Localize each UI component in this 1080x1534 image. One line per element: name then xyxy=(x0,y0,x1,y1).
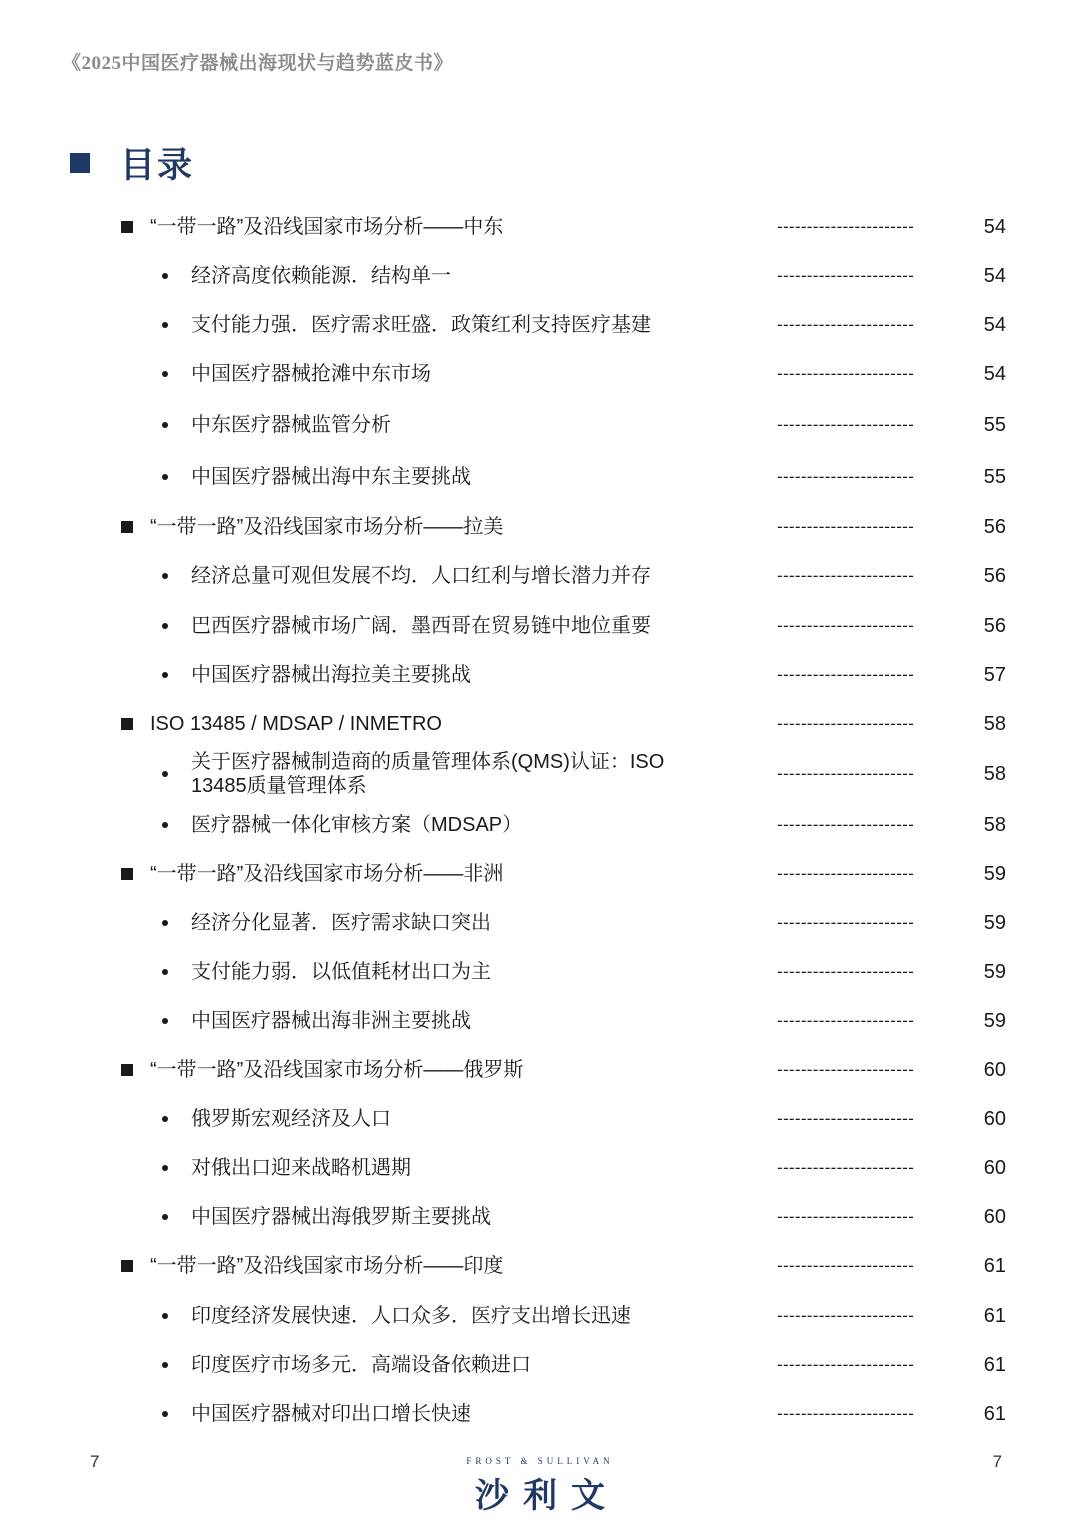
toc-subsection[interactable] xyxy=(0,310,1080,340)
toc-entry-title: 经济总量可观但发展不均．人口红利与增长潜力并存 xyxy=(191,565,651,587)
toc-section[interactable] xyxy=(0,512,1080,542)
page-number-right: 7 xyxy=(992,1452,1002,1471)
logo-english: FROST & SULLIVAN xyxy=(466,1456,614,1466)
toc-subsection[interactable] xyxy=(0,359,1080,389)
dot-leader: ----------------------- xyxy=(777,517,915,536)
toc-page-number: 61 xyxy=(983,1402,1006,1425)
toc-entry-title: ISO 13485 / MDSAP / INMETRO xyxy=(150,713,442,735)
toc-subsection[interactable] xyxy=(0,261,1080,291)
logo-chinese: 沙利文 xyxy=(475,1476,619,1516)
toc-section[interactable] xyxy=(0,212,1080,242)
toc-entry-title: 中国医疗器械对印出口增长快速 xyxy=(191,1403,471,1425)
toc-entry-title: 中国医疗器械抢滩中东市场 xyxy=(191,363,431,385)
dot-bullet-icon xyxy=(162,422,168,428)
toc-page-number: 54 xyxy=(983,215,1006,238)
dot-bullet-icon xyxy=(162,1165,168,1171)
dot-leader: ----------------------- xyxy=(777,1256,915,1275)
toc-subsection[interactable] xyxy=(0,957,1080,987)
toc-page-number: 54 xyxy=(983,264,1006,287)
dot-bullet-icon xyxy=(162,1116,168,1122)
dot-leader: ----------------------- xyxy=(777,1060,915,1079)
toc-subsection[interactable] xyxy=(0,748,1080,800)
dot-leader: ----------------------- xyxy=(777,962,915,981)
dot-bullet-icon xyxy=(162,1313,168,1319)
dot-leader: ----------------------- xyxy=(777,665,915,684)
toc-entry-title: “一带一路”及沿线国家市场分析——拉美 xyxy=(150,516,504,538)
dot-bullet-icon xyxy=(162,822,168,828)
toc-entry-title: 俄罗斯宏观经济及人口 xyxy=(191,1108,391,1130)
dot-leader: ----------------------- xyxy=(777,714,915,733)
square-bullet-icon xyxy=(121,1260,133,1272)
toc-subsection[interactable] xyxy=(0,908,1080,938)
toc-entry-title: 支付能力强．医疗需求旺盛．政策红利支持医疗基建 xyxy=(191,314,651,336)
dot-bullet-icon xyxy=(162,371,168,377)
dot-bullet-icon xyxy=(162,1018,168,1024)
toc-page-number: 55 xyxy=(983,413,1006,436)
toc-entry-title: 医疗器械一体化审核方案（MDSAP） xyxy=(191,814,523,836)
toc-page-number: 60 xyxy=(983,1107,1006,1130)
toc-subsection[interactable] xyxy=(0,1153,1080,1183)
document-title: 《2025中国医疗器械出海现状与趋势蓝皮书》 xyxy=(62,53,454,74)
toc-page-number: 56 xyxy=(983,515,1006,538)
square-bullet-icon xyxy=(121,1064,133,1076)
dot-leader: ----------------------- xyxy=(777,217,915,236)
toc-page-number: 60 xyxy=(983,1058,1006,1081)
toc-subsection[interactable] xyxy=(0,1350,1080,1380)
square-bullet-icon xyxy=(121,718,133,730)
dot-bullet-icon xyxy=(162,474,168,480)
toc-entry-title: 中国医疗器械出海拉美主要挑战 xyxy=(191,664,471,686)
heading-square-icon xyxy=(70,153,90,173)
toc-subsection[interactable] xyxy=(0,410,1080,440)
dot-leader: ----------------------- xyxy=(777,1207,915,1226)
page-number-left: 7 xyxy=(90,1452,100,1471)
dot-leader: ----------------------- xyxy=(777,1306,915,1325)
toc-subsection[interactable] xyxy=(0,1301,1080,1331)
toc-page-number: 60 xyxy=(983,1156,1006,1179)
toc-title: 目录 xyxy=(120,146,195,185)
dot-leader: ----------------------- xyxy=(777,1109,915,1128)
dot-bullet-icon xyxy=(162,1362,168,1368)
toc-page-number: 59 xyxy=(983,1009,1006,1032)
dot-leader: ----------------------- xyxy=(777,1355,915,1374)
toc-entry-title: 对俄出口迎来战略机遇期 xyxy=(191,1157,411,1179)
toc-entry-title: 关于医疗器械制造商的质量管理体系(QMS)认证：ISO 13485质量管理体系 xyxy=(191,751,665,797)
dot-bullet-icon xyxy=(162,273,168,279)
toc-entry-title: 印度经济发展快速．人口众多．医疗支出增长迅速 xyxy=(191,1305,631,1327)
toc-subsection[interactable] xyxy=(0,561,1080,591)
square-bullet-icon xyxy=(121,868,133,880)
dot-leader: ----------------------- xyxy=(777,315,915,334)
toc-entry-title: “一带一路”及沿线国家市场分析——印度 xyxy=(150,1255,504,1277)
toc-entry-title: 中国医疗器械出海俄罗斯主要挑战 xyxy=(191,1206,491,1228)
toc-page-number: 55 xyxy=(983,465,1006,488)
toc-entry-title: “一带一路”及沿线国家市场分析——俄罗斯 xyxy=(150,1059,524,1081)
square-bullet-icon xyxy=(121,221,133,233)
toc-entry-title: “一带一路”及沿线国家市场分析——中东 xyxy=(150,216,504,238)
dot-bullet-icon xyxy=(162,1411,168,1417)
toc-entry-title: 巴西医疗器械市场广阔．墨西哥在贸易链中地位重要 xyxy=(191,615,651,637)
toc-page-number: 54 xyxy=(983,362,1006,385)
toc-section[interactable] xyxy=(0,1055,1080,1085)
toc-entry-title: 经济分化显著．医疗需求缺口突出 xyxy=(191,912,491,934)
dot-leader: ----------------------- xyxy=(777,415,915,434)
dot-leader: ----------------------- xyxy=(777,467,915,486)
toc-page-number: 58 xyxy=(983,762,1006,785)
toc-entry-title: 经济高度依赖能源．结构单一 xyxy=(191,265,451,287)
dot-bullet-icon xyxy=(162,1214,168,1220)
toc-page-number: 57 xyxy=(983,663,1006,686)
dot-leader: ----------------------- xyxy=(777,913,915,932)
square-bullet-icon xyxy=(121,521,133,533)
toc-entry-title: “一带一路”及沿线国家市场分析——非洲 xyxy=(150,863,504,885)
toc-page-number: 61 xyxy=(983,1254,1006,1277)
toc-entry-title: 中国医疗器械出海中东主要挑战 xyxy=(191,466,471,488)
toc-entry-title: 中国医疗器械出海非洲主要挑战 xyxy=(191,1010,471,1032)
toc-entry-title: 印度医疗市场多元．高端设备依赖进口 xyxy=(191,1354,531,1376)
dot-bullet-icon xyxy=(162,771,168,777)
toc-page-number: 59 xyxy=(983,862,1006,885)
dot-bullet-icon xyxy=(162,969,168,975)
dot-bullet-icon xyxy=(162,920,168,926)
toc-subsection[interactable] xyxy=(0,1399,1080,1429)
dot-leader: ----------------------- xyxy=(777,764,915,783)
toc-subsection[interactable] xyxy=(0,462,1080,492)
dot-bullet-icon xyxy=(162,322,168,328)
dot-leader: ----------------------- xyxy=(777,1011,915,1030)
toc-subsection[interactable] xyxy=(0,611,1080,641)
toc-section[interactable] xyxy=(0,1251,1080,1281)
toc-page-number: 58 xyxy=(983,712,1006,735)
toc-page-number: 59 xyxy=(983,911,1006,934)
dot-leader: ----------------------- xyxy=(777,815,915,834)
toc-page-number: 61 xyxy=(983,1353,1006,1376)
dot-leader: ----------------------- xyxy=(777,616,915,635)
toc-page-number: 59 xyxy=(983,960,1006,983)
toc-heading xyxy=(70,138,194,188)
dot-leader: ----------------------- xyxy=(777,364,915,383)
toc-subsection[interactable] xyxy=(0,1104,1080,1134)
toc-subsection[interactable] xyxy=(0,1006,1080,1036)
toc-entry-title: 中东医疗器械监管分析 xyxy=(191,414,391,436)
dot-leader: ----------------------- xyxy=(777,864,915,883)
toc-section[interactable] xyxy=(0,709,1080,739)
toc-page-number: 61 xyxy=(983,1304,1006,1327)
toc-subsection[interactable] xyxy=(0,660,1080,690)
toc-page-number: 60 xyxy=(983,1205,1006,1228)
toc-page-number: 56 xyxy=(983,564,1006,587)
dot-leader: ----------------------- xyxy=(777,1404,915,1423)
toc-entry-title: 支付能力弱．以低值耗材出口为主 xyxy=(191,961,491,983)
dot-bullet-icon xyxy=(162,672,168,678)
toc-section[interactable] xyxy=(0,859,1080,889)
toc-subsection[interactable] xyxy=(0,1202,1080,1232)
frost-sullivan-logo xyxy=(440,1456,640,1517)
dot-leader: ----------------------- xyxy=(777,566,915,585)
toc-page-number: 56 xyxy=(983,614,1006,637)
dot-bullet-icon xyxy=(162,573,168,579)
dot-leader: ----------------------- xyxy=(777,266,915,285)
toc-page-number: 58 xyxy=(983,813,1006,836)
toc-page-number: 54 xyxy=(983,313,1006,336)
dot-leader: ----------------------- xyxy=(777,1158,915,1177)
toc-subsection[interactable] xyxy=(0,810,1080,840)
dot-bullet-icon xyxy=(162,623,168,629)
